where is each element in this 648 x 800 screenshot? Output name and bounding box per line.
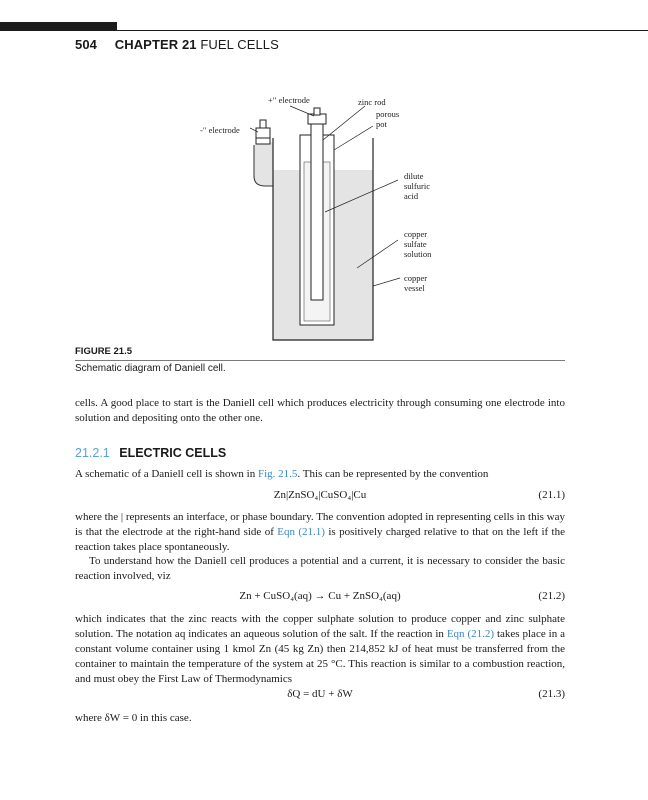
minus-electrode-post [260,120,266,128]
zinc-rod [311,122,323,300]
leader-porous-pot [334,126,373,150]
label-dilute: dilute [404,171,424,181]
paragraph-5: where δW = 0 in this case. [75,712,192,724]
label-minus-electrode: -ʹʹ electrode [200,125,240,135]
equation-21-3-expr: δQ = dU + δW [287,688,353,700]
daniell-cell-diagram [190,90,450,350]
figure-caption: Schematic diagram of Daniell cell. [75,363,226,374]
equation-21-1-expr: Zn|ZnSO₄|CuSO₄|Cu [273,489,367,501]
paragraph-3 [75,554,565,584]
zinc-rod-terminal [314,108,320,115]
section-title: ELECTRIC CELLS [119,446,227,460]
equation-21-3 [75,688,565,704]
equation-21-1-number: (21.1) [538,489,565,501]
label-pot: pot [376,119,387,129]
label-acid: acid [404,191,419,201]
equation-21-1 [75,489,565,505]
header-rule [117,30,648,31]
paragraph-4 [75,612,565,687]
minus-electrode-tube [254,142,273,186]
label-sulfate: sulfate [404,239,427,249]
label-copper-2: copper [404,273,428,283]
section-heading [75,446,226,460]
intro-paragraph: cells. A good place to start is the Daniell cell which produces electricity through consuming one electrode into solution and depositing onto the other one. [75,397,565,424]
label-copper-1: copper [404,229,428,239]
p1-text-b: . This can be represented by the convention [297,468,489,480]
header-bar-dark [0,22,117,31]
label-solution: solution [404,249,432,259]
p1-text-a: A schematic of a Daniell cell is shown in [75,468,258,480]
label-plus-electrode: +ʹʹ electrode [268,95,310,105]
label-vessel: vessel [404,283,425,293]
chapter-label: CHAPTER 21 [114,37,197,52]
p4-text-a: which indicates that the zinc reacts with the copper sulphate solution to produce copper and zinc sulphate solution. The notation aq indicates an aqueous solution of the salt. If the reaction in [75,613,565,640]
label-porous: porous [376,109,400,119]
p4-text-b: takes place in a constant volume container using 1 kmol Zn (45 kg Zn) then 214,852 kJ of heat must be transferred from the container to maintain the temperature of the system at 25 °C. This reaction is similar to a combustion reaction, and must obey the First Law of Thermodynamics [75,628,566,685]
page-number: 504 [75,37,97,52]
figure-caption-rule [75,360,565,361]
equation-21-2-number: (21.2) [538,590,565,602]
fig-21-5-link[interactable]: Fig. 21.5 [257,468,298,480]
equation-21-2 [75,590,565,606]
p2-text-a: where the | represents an interface, or phase boundary. The convention adopted in representing cells in this way is that the electrode at the right-hand side of [75,511,565,538]
label-zinc-rod: zinc rod [358,97,386,107]
eqn-21-1-link[interactable]: Eqn (21.1) [277,526,325,538]
figure-label: FIGURE 21.5 [75,346,133,357]
minus-electrode-neck [256,138,270,144]
paragraph-1 [75,467,565,482]
section-number: 21.2.1 [75,446,110,460]
minus-electrode-terminal [256,128,270,138]
label-sulfuric: sulfuric [404,181,430,191]
running-header [75,37,279,52]
p3-text: To understand how the Daniell cell produces a potential and a current, it is necessary to consider the basic reaction involved, viz [75,555,565,582]
leader-copper-vessel [373,278,400,286]
equation-21-3-number: (21.3) [538,688,565,700]
chapter-title: FUEL CELLS [200,37,279,52]
equation-21-2-expr: Zn + CuSO₄(aq) → Cu + ZnSO₄(aq) [239,590,401,602]
leader-plus-electrode [290,106,314,116]
eqn-21-2-link[interactable]: Eqn (21.2) [446,628,495,640]
p2-text-b: is positively charged relative to that on the left if the reaction takes place spontaneously. [75,526,565,553]
paragraph-2 [75,510,565,555]
